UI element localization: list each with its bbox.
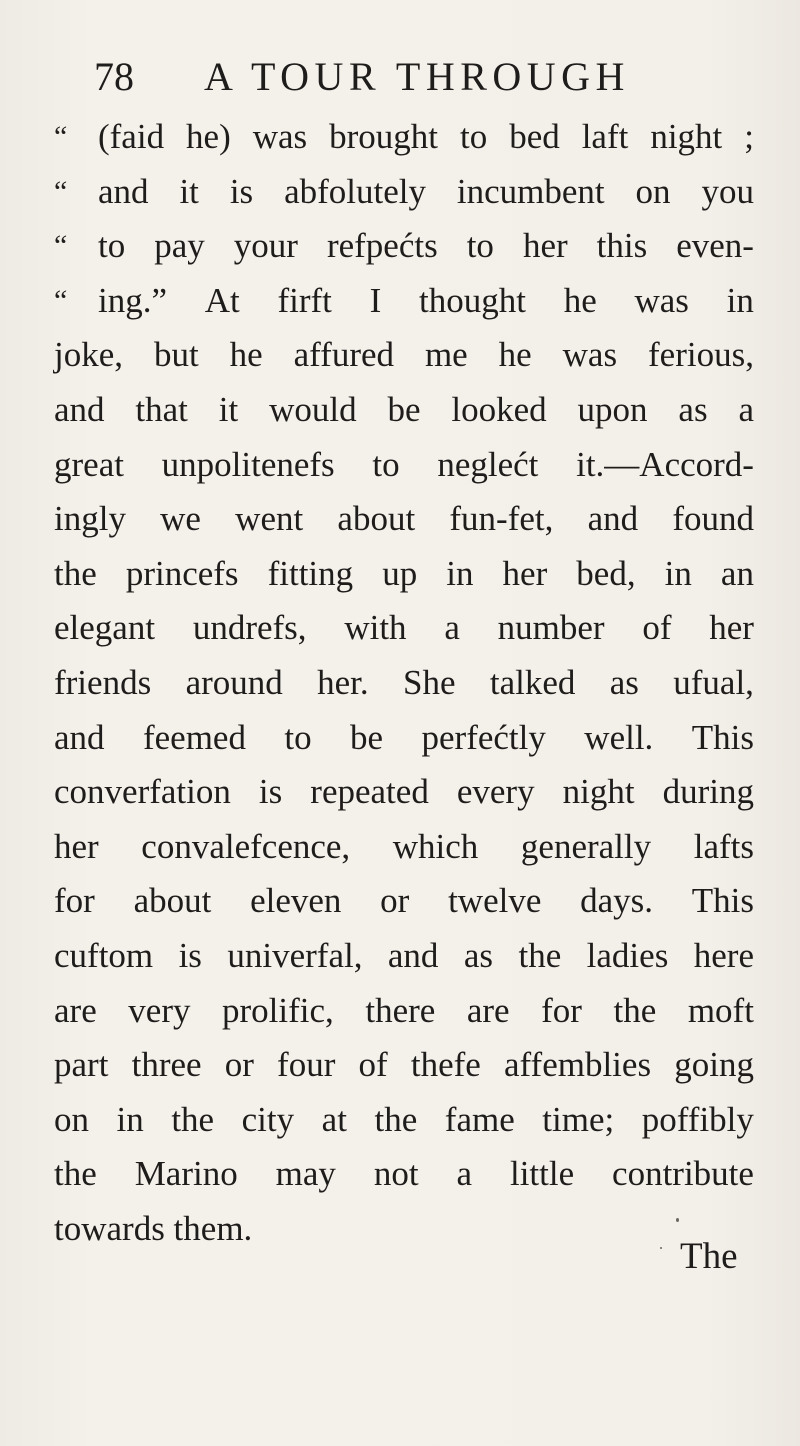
word: are xyxy=(54,990,97,1030)
word: in xyxy=(664,553,692,593)
word: talked xyxy=(489,662,576,702)
word: a xyxy=(738,389,754,429)
word: this xyxy=(596,226,648,266)
word: looked xyxy=(451,389,547,429)
word: ladies xyxy=(586,935,669,975)
body-text xyxy=(54,110,754,1256)
word: on xyxy=(54,1099,89,1139)
word: very xyxy=(128,990,191,1030)
word: or xyxy=(380,881,410,921)
word: the xyxy=(374,1099,418,1139)
word: her xyxy=(502,553,548,593)
word: to xyxy=(284,717,312,757)
word: was xyxy=(634,280,689,320)
line-text xyxy=(54,656,754,711)
word: that xyxy=(135,389,188,429)
word: he) xyxy=(186,117,231,156)
word: about xyxy=(133,881,212,921)
word: Marino xyxy=(134,1154,238,1194)
word: friends xyxy=(54,662,152,702)
line-text xyxy=(54,765,754,820)
text-line xyxy=(54,438,754,493)
word: convalefcence, xyxy=(141,826,351,866)
word: her xyxy=(522,226,568,266)
word: is xyxy=(229,171,254,211)
word: the xyxy=(613,990,657,1030)
word: an xyxy=(720,553,754,593)
text-line xyxy=(54,1038,754,1093)
line-text xyxy=(98,219,754,274)
line-text xyxy=(54,383,754,438)
word: as xyxy=(609,662,639,702)
word: ferious, xyxy=(648,335,754,375)
word: and xyxy=(387,935,439,975)
word: to xyxy=(98,226,126,266)
word: thefe xyxy=(410,1045,481,1085)
word: the xyxy=(54,553,97,593)
word: bed xyxy=(509,117,560,156)
word: unpolitenefs xyxy=(161,444,335,484)
word: her. xyxy=(317,662,369,702)
line-text xyxy=(54,601,754,656)
word: going xyxy=(674,1045,754,1085)
word: be xyxy=(387,389,421,429)
word: part xyxy=(54,1045,109,1085)
line-text xyxy=(54,929,754,984)
word: and xyxy=(54,389,105,429)
word: to xyxy=(466,226,494,266)
ink-speck xyxy=(660,1247,662,1249)
word: abfolutely xyxy=(284,171,426,211)
text-line xyxy=(54,601,754,656)
word: a xyxy=(444,608,460,648)
line-text xyxy=(54,438,754,493)
text-line xyxy=(54,492,754,547)
word: univerfal, xyxy=(227,935,363,975)
word: the xyxy=(518,935,562,975)
word: with xyxy=(344,608,407,648)
word: the xyxy=(171,1099,215,1139)
word: in xyxy=(726,280,754,320)
word: contribute xyxy=(612,1154,754,1194)
word: to xyxy=(372,444,400,484)
word: night xyxy=(650,117,723,156)
word: your xyxy=(233,226,298,266)
word: ingly xyxy=(54,499,126,539)
word: cuftom xyxy=(54,935,154,975)
line-text xyxy=(54,984,754,1039)
word: or xyxy=(224,1045,254,1085)
text-line xyxy=(54,165,754,220)
quotation-mark: “ xyxy=(54,229,68,263)
word: is xyxy=(258,772,283,812)
word: on xyxy=(635,171,671,211)
word: joke, xyxy=(54,335,124,375)
word: in xyxy=(116,1099,144,1139)
word: may xyxy=(275,1154,336,1194)
word: thought xyxy=(419,280,526,320)
word: a xyxy=(456,1154,473,1194)
text-line xyxy=(54,874,754,929)
word: perfećtly xyxy=(421,717,546,757)
quotation-mark: “ xyxy=(54,120,68,153)
word: This xyxy=(691,717,754,757)
word: at xyxy=(321,1099,347,1139)
word: fun-fet, xyxy=(449,499,554,539)
page-number: 78 xyxy=(94,54,134,99)
word: about xyxy=(337,499,416,539)
word: be xyxy=(350,717,384,757)
line-text: towards them. xyxy=(54,1208,253,1248)
text-line xyxy=(54,547,754,602)
word: he xyxy=(498,335,532,375)
quotation-mark: “ xyxy=(54,174,68,208)
word: there xyxy=(365,990,436,1030)
line-text xyxy=(54,547,754,602)
word: as xyxy=(678,389,708,429)
quotation-mark: “ xyxy=(54,283,68,317)
word: went xyxy=(235,499,304,539)
word: up xyxy=(382,553,418,593)
ink-speck xyxy=(676,1218,679,1222)
word: converfation xyxy=(54,772,231,812)
word: around xyxy=(185,662,283,702)
word: lafts xyxy=(693,826,754,866)
line-text xyxy=(54,1038,754,1093)
word: every xyxy=(456,772,535,812)
text-line xyxy=(54,1093,754,1148)
word: it xyxy=(218,389,239,429)
word: of xyxy=(358,1045,388,1085)
word: princefs xyxy=(125,553,239,593)
word: in xyxy=(446,553,474,593)
text-line xyxy=(54,656,754,711)
word: upon xyxy=(577,389,648,429)
text-line xyxy=(54,1202,754,1257)
text-line xyxy=(54,765,754,820)
word: time; xyxy=(542,1099,615,1139)
word: me xyxy=(424,335,468,375)
line-text xyxy=(98,165,754,220)
word: pay xyxy=(154,226,205,266)
word: twelve xyxy=(448,881,542,921)
word: for xyxy=(541,990,582,1030)
word: well. xyxy=(584,717,654,757)
word: days. xyxy=(580,881,654,921)
word: (faid xyxy=(98,117,165,156)
word: as xyxy=(463,935,494,975)
word: her xyxy=(709,608,754,648)
word: eleven xyxy=(250,881,342,921)
word: four xyxy=(277,1045,336,1085)
word: and xyxy=(54,717,105,757)
word: it.—Accord- xyxy=(576,444,754,484)
line-text xyxy=(54,328,754,383)
word: neglećt xyxy=(437,444,539,484)
word: affured xyxy=(293,335,395,375)
word: and xyxy=(98,171,149,211)
word: moft xyxy=(687,990,754,1030)
text-line xyxy=(54,984,754,1039)
word: was xyxy=(252,117,308,156)
word: her xyxy=(54,826,99,866)
text-line xyxy=(54,929,754,984)
word: you xyxy=(701,171,754,211)
word: I xyxy=(369,280,382,320)
word: found xyxy=(672,499,754,539)
word: which xyxy=(392,826,479,866)
word: city xyxy=(241,1099,295,1139)
word: he xyxy=(229,335,263,375)
word: At xyxy=(204,280,240,320)
text-line xyxy=(54,110,754,165)
word: ; xyxy=(744,117,754,156)
word: here xyxy=(693,935,754,975)
word: affemblies xyxy=(503,1045,652,1085)
text-line xyxy=(54,711,754,766)
word: laft xyxy=(581,117,629,156)
word: prolific, xyxy=(222,990,334,1030)
word: not xyxy=(373,1154,419,1194)
word: firft xyxy=(277,280,332,320)
word: great xyxy=(54,444,124,484)
running-head: A TOUR THROUGH xyxy=(204,54,630,99)
word: elegant xyxy=(54,608,156,648)
word: during xyxy=(662,772,754,812)
page-header xyxy=(94,52,734,102)
line-text xyxy=(54,492,754,547)
word: little xyxy=(509,1154,575,1194)
word: the xyxy=(54,1154,97,1194)
word: She xyxy=(403,662,456,702)
text-line xyxy=(54,383,754,438)
word: repeated xyxy=(310,772,429,812)
line-text xyxy=(54,1147,754,1202)
word: would xyxy=(269,389,357,429)
line-text xyxy=(54,820,754,875)
word: bed, xyxy=(576,553,636,593)
word: ufual, xyxy=(673,662,754,702)
text-line xyxy=(54,1147,754,1202)
word: generally xyxy=(520,826,652,866)
text-line xyxy=(54,274,754,329)
word: of xyxy=(642,608,672,648)
line-text xyxy=(98,274,754,329)
word: poffibly xyxy=(641,1099,754,1139)
word: to xyxy=(459,117,488,156)
text-line xyxy=(54,328,754,383)
word: are xyxy=(466,990,510,1030)
word: fame xyxy=(444,1099,515,1139)
word: was xyxy=(562,335,618,375)
word: ing.” xyxy=(98,280,168,320)
line-text xyxy=(54,711,754,766)
word: feemed xyxy=(142,717,246,757)
word: it xyxy=(179,171,199,211)
word: refpećts xyxy=(326,226,438,266)
word: and xyxy=(587,499,639,539)
catchword: The xyxy=(680,1236,738,1277)
text-line xyxy=(54,219,754,274)
word: incumbent xyxy=(456,171,605,211)
word: This xyxy=(691,881,754,921)
word: number xyxy=(497,608,605,648)
word: but xyxy=(153,335,199,375)
word: he xyxy=(563,280,597,320)
text-line xyxy=(54,820,754,875)
word: for xyxy=(54,881,95,921)
word: we xyxy=(160,499,201,539)
line-text xyxy=(54,874,754,929)
line-text xyxy=(98,110,754,165)
word: is xyxy=(178,935,202,975)
word: brought xyxy=(329,117,439,156)
word: even- xyxy=(676,226,754,266)
line-text xyxy=(54,1093,754,1148)
word: fitting xyxy=(267,553,354,593)
word: three xyxy=(131,1045,202,1085)
word: night xyxy=(562,772,635,812)
word: undrefs, xyxy=(192,608,307,648)
